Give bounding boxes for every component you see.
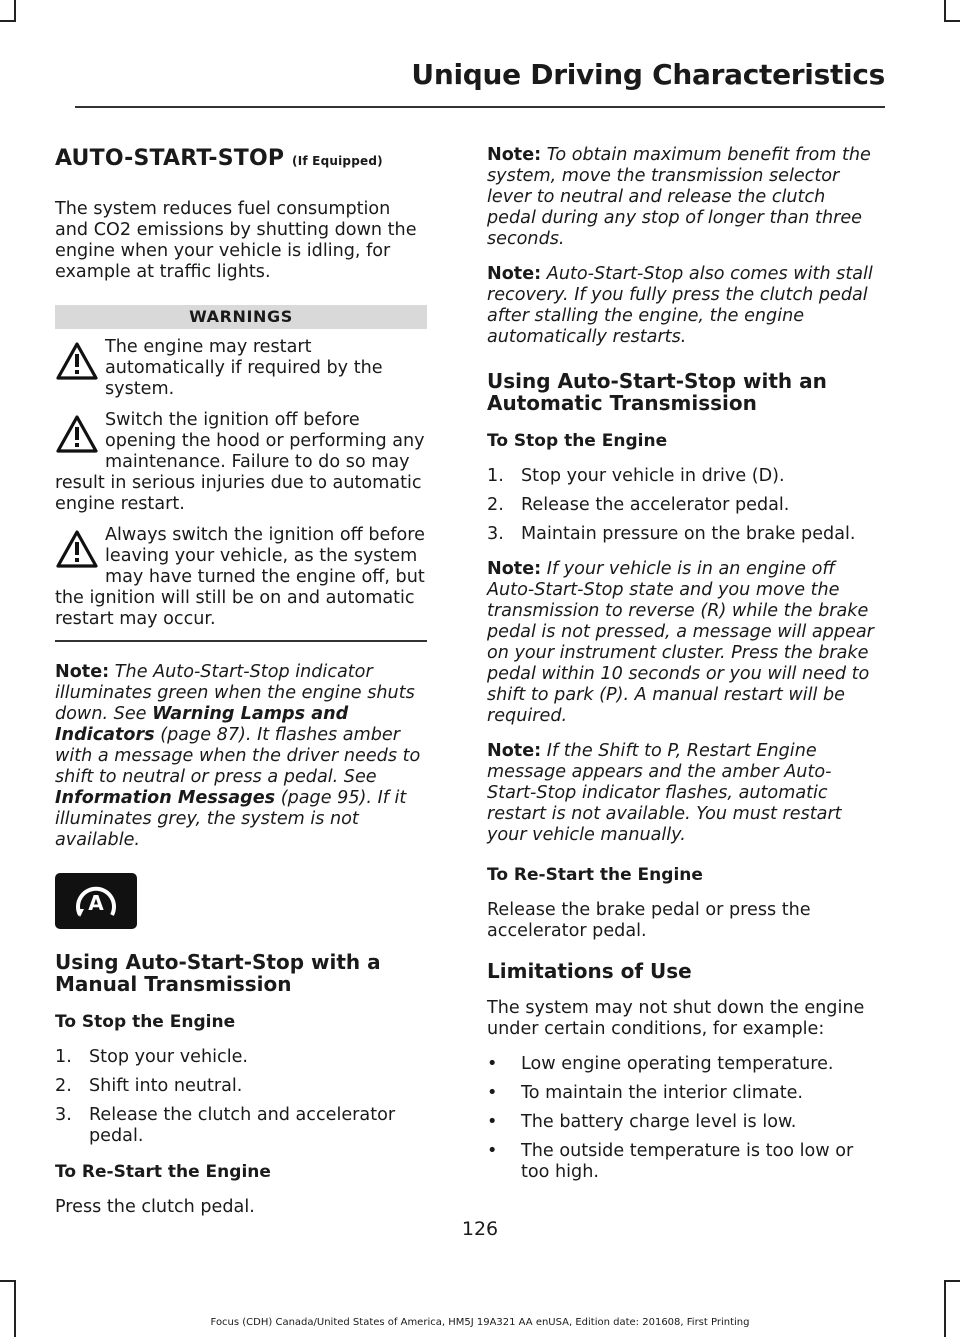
warning-triangle-icon bbox=[55, 341, 99, 381]
note-text: (page 87). It flashes amber with a message when the driver needs to shift to neutral or press a pedal. See bbox=[55, 725, 421, 787]
page-header-title: Unique Driving Characteristics bbox=[411, 58, 885, 91]
warning-triangle-icon bbox=[55, 529, 99, 569]
crop-mark bbox=[944, 1280, 960, 1282]
automatic-transmission-heading: Using Auto-Start-Stop with an Automatic Transmission bbox=[487, 369, 827, 415]
list-item-text: The outside temperature is too low or too high. bbox=[521, 1141, 854, 1182]
note-label: Note: bbox=[487, 264, 542, 284]
list-item-text: Shift into neutral. bbox=[89, 1076, 243, 1096]
list-item: • Low engine operating temperature. bbox=[487, 1054, 834, 1074]
list-item-text: Release the clutch and accelerator pedal. bbox=[89, 1105, 396, 1146]
list-item-text: Stop your vehicle in drive (D). bbox=[521, 466, 785, 486]
section-heading-text: AUTO-START-STOP bbox=[55, 146, 285, 171]
restart-engine-heading: To Re-Start the Engine bbox=[487, 865, 703, 885]
list-item: 1. Stop your vehicle. bbox=[55, 1047, 248, 1067]
equipped-tag: (If Equipped) bbox=[292, 154, 383, 168]
list-item: • To maintain the interior climate. bbox=[487, 1083, 804, 1103]
warnings-end-rule bbox=[55, 640, 427, 642]
list-item: 1. Stop your vehicle in drive (D). bbox=[487, 466, 785, 486]
list-item-text: The battery charge level is low. bbox=[521, 1112, 797, 1132]
cross-reference-link[interactable]: Information Messages bbox=[55, 788, 276, 808]
intro-paragraph: The system reduces fuel consumption and CO2 emissions by shutting down the engine when your vehicle is idling, for example at traffic lights. bbox=[55, 199, 417, 282]
crop-mark bbox=[944, 20, 960, 22]
warning-triangle-icon bbox=[55, 414, 99, 454]
svg-text:A: A bbox=[88, 891, 104, 915]
cross-reference-link[interactable]: Warning Lamps and Indicators bbox=[55, 704, 349, 745]
note-label: Note: bbox=[487, 741, 542, 761]
restart-text: Release the brake pedal or press the accelerator pedal. bbox=[487, 900, 811, 941]
note-paragraph bbox=[487, 741, 879, 846]
crop-mark bbox=[0, 1280, 16, 1282]
stop-engine-heading: To Stop the Engine bbox=[55, 1012, 236, 1032]
list-item-text: Release the accelerator pedal. bbox=[521, 495, 790, 515]
warnings-title: WARNINGS bbox=[55, 305, 427, 329]
auto-start-stop-icon bbox=[70, 879, 122, 923]
list-item: • The battery charge level is low. bbox=[487, 1112, 797, 1132]
section-heading bbox=[55, 145, 427, 175]
note-paragraph bbox=[487, 264, 879, 348]
restart-text: Press the clutch pedal. bbox=[55, 1197, 255, 1217]
note-label: Note: bbox=[487, 145, 542, 165]
note-label: Note: bbox=[55, 662, 110, 682]
crop-mark bbox=[944, 1280, 946, 1337]
list-item: 2. Release the accelerator pedal. bbox=[487, 495, 790, 515]
warning-text: The engine may restart automatically if required by the system. bbox=[105, 337, 383, 399]
auto-start-stop-indicator bbox=[55, 873, 137, 929]
note-text: If your vehicle is in an engine off Auto-Start-Stop state and you move the transmission to reverse (R) while the brake pedal is not pressed, a message will appear on your instrument cluster. Press the brake pedal within 10 seconds or you will need to shift to park (P). A manual restart will be required. bbox=[487, 559, 874, 726]
note-label: Note: bbox=[487, 559, 542, 579]
list-item: • The outside temperature is too low or too high. bbox=[487, 1141, 854, 1182]
crop-mark bbox=[14, 0, 16, 20]
footer-text: Focus (CDH) Canada/United States of America, HM5J 19A321 AA enUSA, Edition date: 201608, First Printing bbox=[210, 1317, 750, 1328]
note-text: (page 95). If it illuminates grey, the system is not available. bbox=[55, 788, 407, 850]
list-item-text: Maintain pressure on the brake pedal. bbox=[521, 524, 856, 544]
stop-steps-list bbox=[55, 1047, 427, 1147]
limitations-heading: Limitations of Use bbox=[487, 959, 692, 983]
restart-engine-heading: To Re-Start the Engine bbox=[55, 1162, 271, 1182]
stop-engine-heading: To Stop the Engine bbox=[487, 431, 668, 451]
crop-mark bbox=[0, 20, 16, 22]
header-rule bbox=[75, 106, 885, 108]
right-column bbox=[487, 145, 879, 1197]
warning-item bbox=[55, 337, 427, 400]
left-column bbox=[55, 145, 427, 1232]
list-item: 3. Release the clutch and accelerator pedal. bbox=[55, 1105, 396, 1146]
page-number: 126 bbox=[461, 1218, 499, 1240]
note-paragraph bbox=[487, 145, 879, 250]
note-text: Auto-Start-Stop also comes with stall recovery. If you fully press the clutch pedal after stalling the engine, the engine automatically restarts. bbox=[487, 264, 873, 347]
crop-mark bbox=[944, 0, 946, 20]
limitations-intro: The system may not shut down the engine under certain conditions, for example: bbox=[487, 998, 865, 1039]
note-paragraph bbox=[55, 662, 427, 851]
warning-item bbox=[55, 410, 427, 515]
list-item: 3. Maintain pressure on the brake pedal. bbox=[487, 524, 856, 544]
note-text: If the Shift to P, Restart Engine message appears and the amber Auto-Start-Stop indicator flashes, automatic restart is not available. You must restart your vehicle manually. bbox=[487, 741, 842, 845]
list-item-text: Stop your vehicle. bbox=[89, 1047, 248, 1067]
stop-steps-list bbox=[487, 466, 879, 545]
crop-mark bbox=[14, 1280, 16, 1337]
manual-transmission-heading: Using Auto-Start-Stop with a Manual Transmission bbox=[55, 950, 381, 996]
list-item: 2. Shift into neutral. bbox=[55, 1076, 243, 1096]
note-text: To obtain maximum benefit from the system, move the transmission selector lever to neutral and release the clutch pedal during any stop of longer than three seconds. bbox=[487, 145, 871, 249]
note-text: The Auto-Start-Stop indicator illuminates green when the engine shuts down. See bbox=[55, 662, 415, 724]
warning-item bbox=[55, 525, 427, 630]
limitations-list bbox=[487, 1054, 879, 1183]
note-paragraph bbox=[487, 559, 879, 727]
warning-text: Switch the ignition off before opening the hood or performing any maintenance. Failure to do so may result in serious injuries due to automatic engine restart. bbox=[55, 410, 425, 514]
warning-text: Always switch the ignition off before leaving your vehicle, as the system may have turned the engine off, but the ignition will still be on and automatic restart may occur. bbox=[55, 525, 425, 629]
list-item-text: To maintain the interior climate. bbox=[521, 1083, 804, 1103]
list-item-text: Low engine operating temperature. bbox=[521, 1054, 834, 1074]
